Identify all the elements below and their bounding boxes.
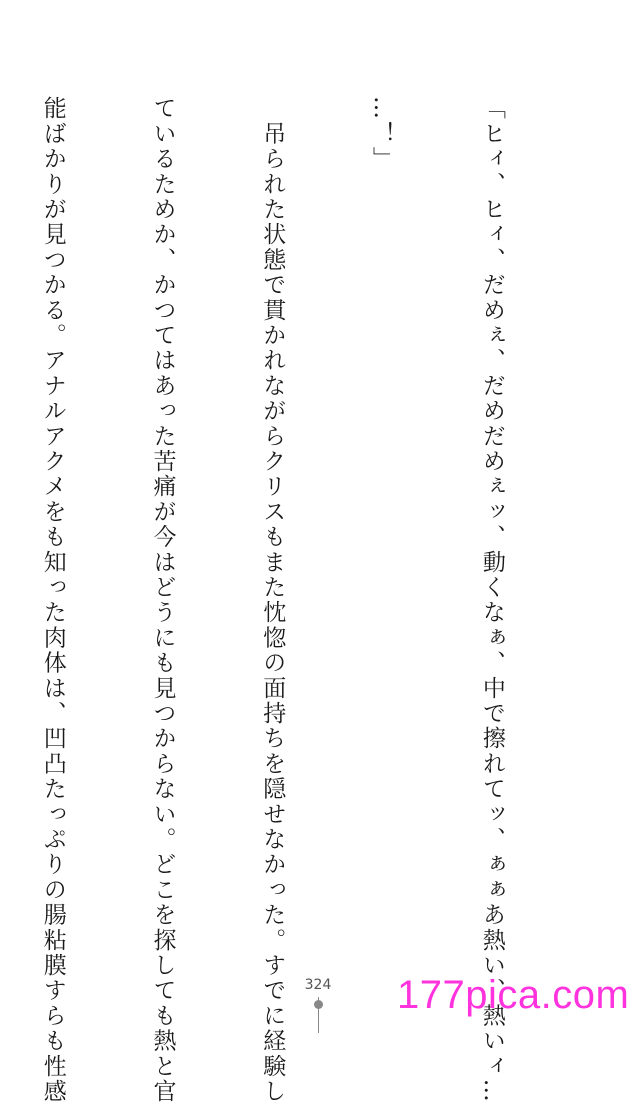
watermark: 177pica.com bbox=[397, 973, 630, 1017]
text-column: 「ヒィ、ヒィ、だめぇ、だめだめぇッ、動くなぁ、中で擦れてッ、ぁぁあ熱い、熱いィ… bbox=[478, 96, 505, 1104]
text-column: ているためか、かつてはあった苦痛が今はどうにも見つからない。どこを探しても熱と官 bbox=[149, 96, 176, 1104]
text-column: 吊られた状態で貫かれながらクリスもまた忱惚の面持ちを隠せなかった。すでに経験し bbox=[259, 96, 286, 1104]
text-column: …！」 bbox=[369, 96, 396, 172]
page-number: 324 bbox=[304, 977, 332, 993]
page-marker-dot bbox=[314, 1000, 323, 1009]
text-column: 能ばかりが見つかる。アナルアクメをも知った肉体は、凹凸たっぷりの腸粘膜すらも性感 bbox=[39, 96, 66, 1104]
